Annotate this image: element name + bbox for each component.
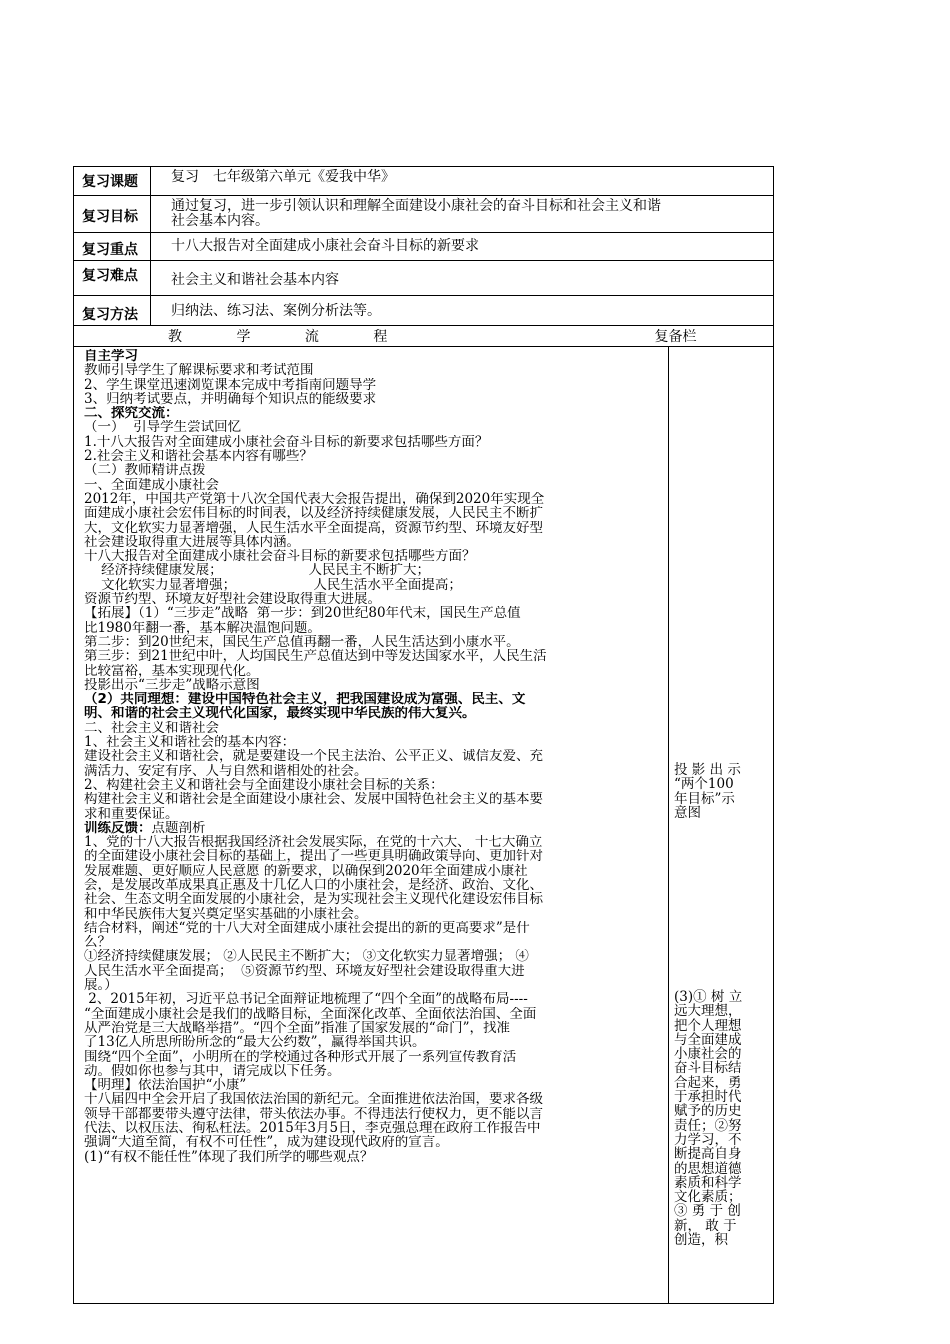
content-line: 经济持续健康发展； 人民民主不断扩大； bbox=[84, 563, 430, 578]
content-line: 比较富裕，基本实现现代化。 bbox=[84, 663, 260, 678]
content-line-bold-part: 训练反馈： bbox=[84, 820, 152, 836]
content-line: （2）共同理想：建设中国特色社会主义，把我国建设成为富强、民主、文 bbox=[84, 692, 526, 707]
content-line: 1.十八大报告对全面建成小康社会奋斗目标的新要求包括哪些方面？ bbox=[84, 434, 489, 450]
content-line: 第二步：到20世纪末，国民生产总值再翻一番，人民生活达到小康水平。 bbox=[84, 634, 520, 650]
content-line: (1)“有权不能任性”体现了我们所学的哪些观点？ bbox=[84, 1149, 374, 1164]
lesson-content bbox=[74, 347, 669, 1304]
side-note-line: 合起来，勇 bbox=[674, 1074, 742, 1091]
content-line: 构建社会主义和谐社会是全面建设小康社会、发展中国特色社会主义的基本要 bbox=[84, 792, 543, 807]
content-line: 领导干部都要带头遵守法律，带头依法办事。不得违法行使权力，更不能以言 bbox=[84, 1106, 543, 1122]
content-line: 投影出示“三步走”战略示意图 bbox=[84, 677, 260, 693]
row-key-point bbox=[74, 233, 774, 261]
content-line: 代法、以权压法、徇私枉法。2015年3月5日，李克强总理在政府工作报告中 bbox=[84, 1121, 541, 1136]
flow-char-4: 程 bbox=[373, 329, 388, 345]
content-line: （一） 引导学生尝试回忆 bbox=[84, 420, 242, 435]
flow-header-right bbox=[654, 326, 774, 347]
content-line bbox=[84, 821, 664, 835]
content-line: 的全面建设小康社会目标的基础上，提出了一些更具明确政策导向、更加针对 bbox=[84, 849, 543, 864]
content-line: 从严治党是三大战略举措”。“四个全面”指准了国家发展的“命门”，找准 bbox=[84, 1020, 511, 1036]
value-goal bbox=[151, 196, 774, 233]
side-note-line: 小康社会的 bbox=[674, 1046, 742, 1063]
row-difficulty bbox=[74, 261, 774, 296]
label-topic: 复习课题 bbox=[74, 167, 151, 196]
side-note-line: “两个100 bbox=[674, 776, 734, 793]
row-flow-header bbox=[74, 326, 774, 347]
flow-char-1: 教 bbox=[168, 329, 182, 345]
row-goal bbox=[74, 196, 774, 233]
content-line: 强调“大道至简，有权不可任性”，成为建设现代政府的宣言。 bbox=[84, 1135, 449, 1150]
content-line-rest: 点题剖析 bbox=[151, 820, 206, 836]
content-line: 1、党的十八大报告根据我国经济社会发展实际，在党的十六大、 十七大确立 bbox=[84, 835, 543, 850]
content-line: 3、归纳考试要点，并明确每个知识点的能级要求 bbox=[84, 391, 377, 407]
row-method bbox=[74, 296, 774, 326]
side-note-projection bbox=[674, 763, 741, 820]
content-line: 人民生活水平全面提高； ⑤资源节约型、环境友好型社会建设取得重大进 bbox=[84, 963, 525, 979]
side-note-line: 与全面建成 bbox=[674, 1031, 742, 1048]
side-note-line: 责任；②努 bbox=[674, 1117, 742, 1134]
side-note-line: 创造，积 bbox=[674, 1232, 728, 1249]
content-line: 发展难题、更好顺应人民意愿 的新要求，以确保到2020年全面建成小康社 bbox=[84, 863, 528, 878]
content-line: 二、社会主义和谐社会 bbox=[84, 720, 219, 736]
side-note-line: 素质和科学 bbox=[674, 1174, 742, 1191]
content-lines bbox=[84, 349, 664, 1164]
content-line: 1、社会主义和谐社会的基本内容： bbox=[84, 735, 296, 750]
content-line: 结合材料，阐述“党的十八大对全面建成小康社会提出的新的更高要求”是什 bbox=[84, 920, 530, 936]
content-line: 了13亿人所思所盼所念的“最大公约数”，赢得举国共识。 bbox=[84, 1035, 426, 1050]
flow-char-3: 流 bbox=[304, 329, 319, 345]
content-line: 2、构建社会主义和谐社会与全面建设小康社会目标的关系： bbox=[84, 777, 444, 793]
content-line: “全面建成小康社会是我们的战略目标，全面深化改革、全面依法治国、全面 bbox=[84, 1006, 537, 1021]
flow-header bbox=[74, 326, 669, 347]
content-line: 【拓展】（1）“三步走”战略 第一步：到20世纪80年代末，国民生产总值 bbox=[84, 606, 521, 621]
content-line: 大，文化软实力显著增强，人民生活水平全面提高，资源节约型、环境友好型 bbox=[84, 520, 543, 535]
content-line: 文化软实力显著增强； 人民生活水平全面提高； bbox=[84, 577, 462, 593]
row-topic bbox=[74, 167, 774, 196]
side-note-line: 投 影 出 示 bbox=[674, 762, 741, 778]
side-note-line: 赋予的历史 bbox=[674, 1103, 742, 1120]
lesson-table bbox=[73, 166, 774, 1304]
content-line: 资源节约型、环境友好型社会建设取得重大进展。 bbox=[84, 592, 381, 607]
label-method: 复习方法 bbox=[74, 296, 151, 326]
side-note-line: 力学习，不 bbox=[674, 1131, 742, 1148]
revision-column-label: 复备栏 bbox=[654, 329, 697, 345]
value-goal-line-1: 通过复习，进一步引领认识和理解全面建设小康社会的奋斗目标和社会主义和谐 bbox=[171, 198, 661, 214]
content-line: 求和重要保证。 bbox=[84, 806, 179, 821]
value-topic: 复习 七年级第六单元《爱我中华》 bbox=[151, 167, 774, 196]
side-note-line: 意图 bbox=[674, 804, 701, 821]
side-note-line: (3)① 树 立 bbox=[674, 989, 743, 1005]
content-line: 二、探究交流： bbox=[84, 406, 179, 421]
content-line: 展。） bbox=[84, 978, 118, 993]
label-goal: 复习目标 bbox=[74, 196, 151, 233]
content-line: 2.社会主义和谐社会基本内容有哪些？ bbox=[84, 449, 313, 464]
label-key-point: 复习重点 bbox=[74, 233, 151, 261]
content-line: 会，是发展改革成果真正惠及十几亿人口的小康社会，是经济、政治、文化、 bbox=[84, 877, 543, 893]
content-line: 社会建设取得重大进展等具体内涵。 bbox=[84, 534, 300, 550]
value-method: 归纳法、练习法、案例分析法等。 bbox=[151, 296, 774, 326]
side-note-line: 于承担时代 bbox=[674, 1089, 742, 1106]
row-content bbox=[74, 347, 774, 1304]
content-line: 建设社会主义和谐社会，就是要建设一个民主法治、公平正义、诚信友爱、充 bbox=[84, 749, 543, 764]
content-line: 自主学习 bbox=[84, 349, 138, 364]
value-difficulty: 社会主义和谐社会基本内容 bbox=[151, 261, 774, 296]
content-line: 满活力、安定有序、人与自然和谐相处的社会。 bbox=[84, 763, 368, 778]
content-line: （二）教师精讲点拨 bbox=[84, 463, 206, 478]
content-line: 【明理】依法治国护“小康” bbox=[84, 1078, 247, 1093]
content-line: 2012年，中国共产党第十八次全国代表大会报告提出，确保到2020年实现全 bbox=[84, 491, 545, 507]
content-line: 2、2015年初，习近平总书记全面辩证地梳理了“四个全面”的战略布局---- bbox=[84, 992, 528, 1007]
content-line: 比1980年翻一番，基本解决温饱问题。 bbox=[84, 620, 321, 635]
content-line: 围绕“四个全面”，小明所在的学校通过各种形式开展了一系列宣传教育活 bbox=[84, 1049, 517, 1064]
content-line: 明、和谐的社会主义现代化国家，最终实现中华民族的伟大复兴。 bbox=[84, 706, 476, 721]
content-line: 第三步：到21世纪中叶，人均国民生产总值达到中等发达国家水平，人民生活 bbox=[84, 649, 547, 664]
content-line: 么？ bbox=[84, 935, 111, 950]
side-note-line: 把个人理想 bbox=[674, 1017, 742, 1034]
label-difficulty: 复习难点 bbox=[74, 261, 151, 296]
flow-char-2: 学 bbox=[236, 329, 251, 345]
side-note-line: ③ 勇 于 创 bbox=[674, 1203, 741, 1220]
value-key-point: 十八大报告对全面建成小康社会奋斗目标的新要求 bbox=[151, 233, 774, 261]
content-line: 动。假如你也参与其中，请完成以下任务。 bbox=[84, 1063, 341, 1079]
content-line: 和中华民族伟大复兴奠定坚实基础的小康社会。 bbox=[84, 906, 368, 921]
value-goal-line-2: 社会基本内容。 bbox=[171, 213, 269, 229]
side-note-line: 的思想道德 bbox=[674, 1160, 742, 1177]
content-line: 面建成小康社会宏伟目标的时间表，以及经济持续健康发展，人民民主不断扩 bbox=[84, 506, 543, 521]
side-note-answer bbox=[674, 990, 742, 1247]
side-note-line: 断提高自身 bbox=[674, 1146, 742, 1163]
content-line: 十八大报告对全面建成小康社会奋斗目标的新要求包括哪些方面？ bbox=[84, 549, 476, 564]
side-note-line: 年目标”示 bbox=[674, 790, 735, 807]
content-line: 2、学生课堂迅速浏览课本完成中考指南问题导学 bbox=[84, 377, 377, 392]
revision-column bbox=[669, 347, 774, 1304]
content-line: 一、全面建成小康社会 bbox=[84, 477, 219, 492]
content-line: 社会、生态文明全面发展的小康社会，是为实现社会主义现代化建设宏伟目标 bbox=[84, 892, 543, 907]
content-line: 教师引导学生了解课标要求和考试范围 bbox=[84, 363, 314, 378]
side-note-line: 文化素质； bbox=[674, 1189, 742, 1206]
content-line: 十八届四中全会开启了我国依法治国的新纪元。全面推进依法治国，要求各级 bbox=[84, 1092, 543, 1107]
side-note-line: 新， 敢 于 bbox=[674, 1217, 737, 1234]
side-note-line: 远大理想， bbox=[674, 1003, 742, 1020]
side-note-line: 奋斗目标结 bbox=[674, 1060, 742, 1077]
content-line: ①经济持续健康发展； ②人民民主不断扩大； ③文化软实力显著增强； ④ bbox=[84, 949, 529, 964]
